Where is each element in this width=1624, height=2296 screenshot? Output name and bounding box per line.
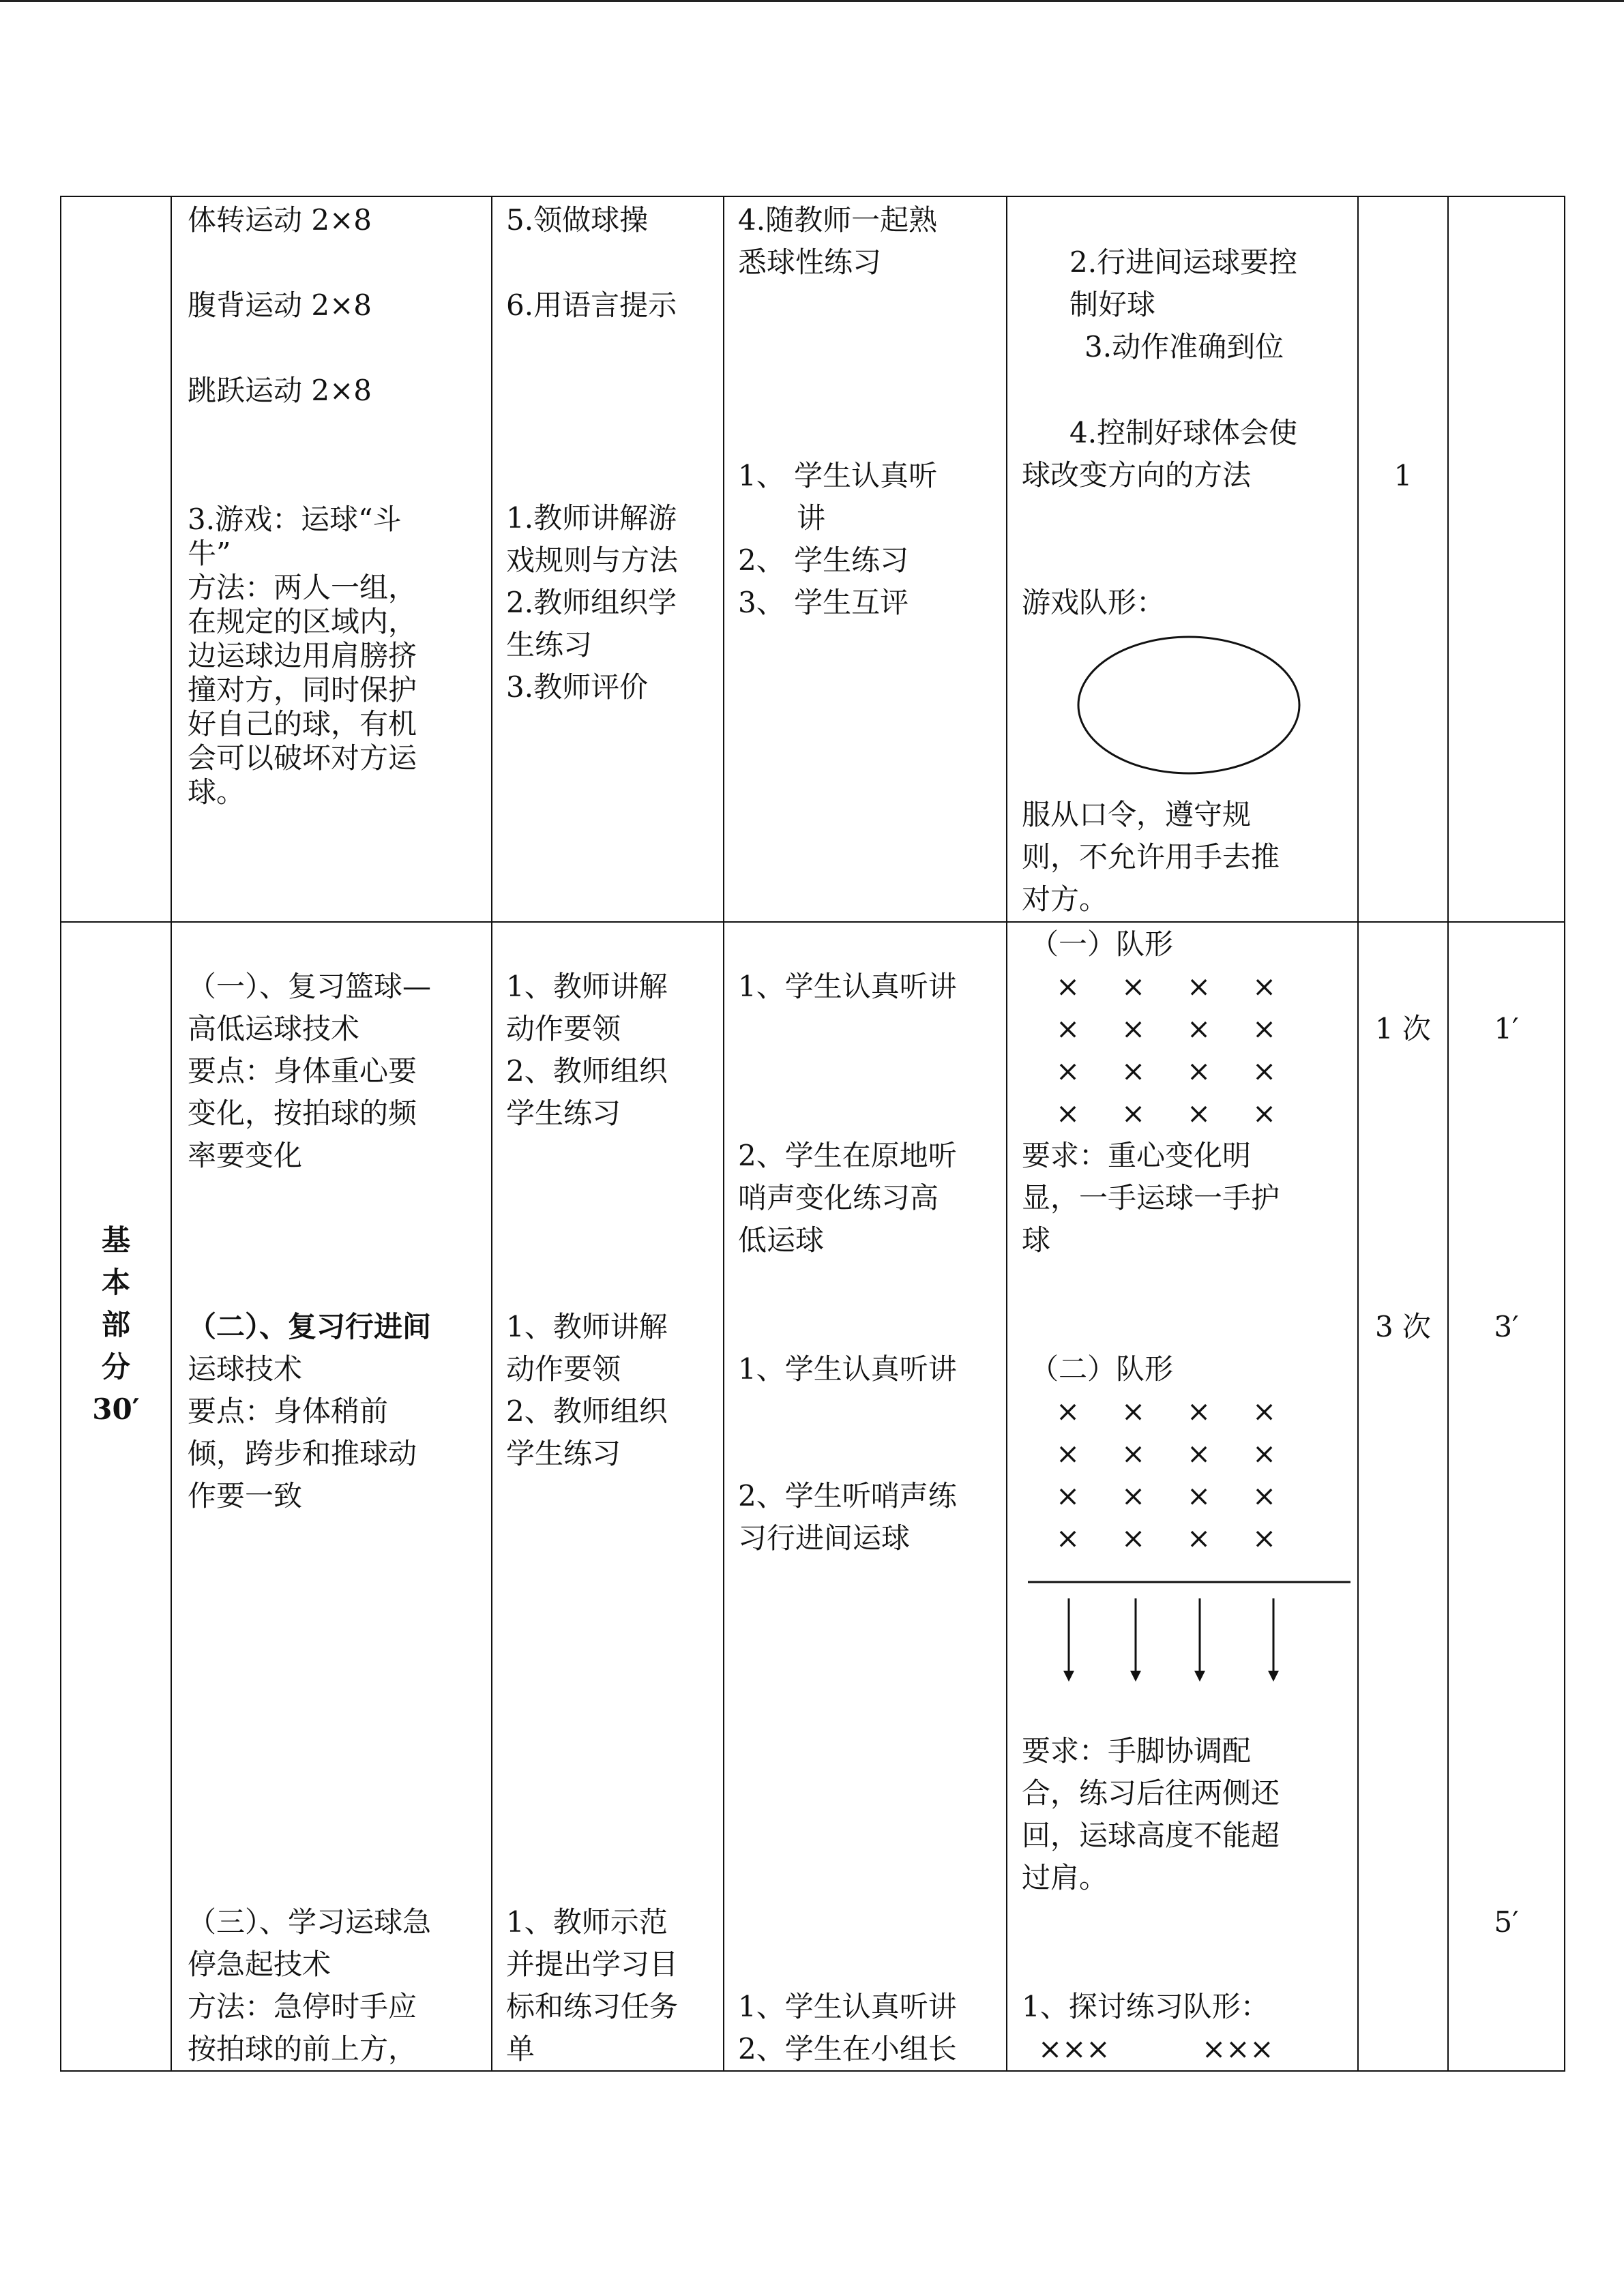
student-line: 3、 学生互评 (738, 586, 909, 619)
student-line: 1、学生认真听讲 (738, 970, 957, 1003)
player-mark: × (1121, 1479, 1146, 1512)
content-line: 跳跃运动 2×8 (188, 374, 372, 407)
teacher-line: 5.领做球操 (506, 203, 649, 237)
content-line: 方法：急停时手应 (188, 1990, 417, 2023)
content-line: 好自己的球，有机 (188, 707, 417, 741)
player-mark: × (1252, 1395, 1277, 1428)
student-line: 4.随教师一起熟 (738, 203, 938, 237)
content-line: 高低运球技术 (188, 1012, 360, 1045)
player-mark: × (1252, 1054, 1277, 1088)
formation-marks: ××× (1038, 2032, 1110, 2066)
section-label-char: 本 (101, 1266, 130, 1299)
organization-line: 要求：手脚协调配 (1022, 1734, 1252, 1768)
organization-line: 球 (1022, 1223, 1051, 1257)
student-line: 悉球性练习 (738, 245, 882, 279)
column-line (1006, 196, 1007, 2072)
player-mark: × (1056, 1437, 1080, 1470)
player-mark: × (1187, 1479, 1211, 1512)
student-line: 哨声变化练习高 (738, 1181, 939, 1214)
teacher-line: 学生练习 (506, 1437, 621, 1470)
teacher-line: 标和练习任务 (506, 1990, 679, 2023)
player-mark: × (1056, 1395, 1080, 1428)
player-mark: × (1187, 1012, 1211, 1045)
content-line: 球。 (188, 775, 246, 809)
time-value: 3′ (1494, 1310, 1519, 1343)
teacher-line: 2、教师组织 (506, 1395, 668, 1428)
player-mark: × (1056, 1097, 1080, 1130)
teacher-line: 动作要领 (506, 1352, 621, 1386)
section-label-char: 部 (101, 1308, 130, 1341)
formation-one-label: （一）队形 (1030, 927, 1174, 961)
player-mark: × (1187, 1395, 1211, 1428)
time-value: 5′ (1494, 1905, 1519, 1939)
column-line (1564, 196, 1565, 2072)
organization-line: 4.控制好球体会使 (1069, 416, 1298, 449)
repetition-count: 1 次 (1374, 1012, 1432, 1045)
game-formation-circle (1076, 636, 1301, 775)
game-formation-label: 游戏队形： (1022, 586, 1166, 619)
organization-line: 显，一手运球一手护 (1022, 1181, 1280, 1214)
down-arrow-icon (1268, 1598, 1279, 1682)
player-mark: × (1121, 1054, 1146, 1088)
student-line: 低运球 (738, 1223, 825, 1257)
organization-line: 球改变方向的方法 (1022, 458, 1252, 492)
content-line: 撞对方，同时保护 (188, 673, 417, 706)
player-mark: × (1121, 970, 1146, 1003)
row1-count: 1 (1393, 459, 1413, 492)
player-mark: × (1252, 970, 1277, 1003)
player-mark: × (1252, 1479, 1277, 1512)
content-line: （一）、复习篮球— (188, 970, 432, 1003)
content-line: 按拍球的前上方， (188, 2032, 417, 2066)
table-bottom-border (60, 2070, 1565, 2072)
down-arrow-icon (1063, 1598, 1074, 1682)
teacher-line: 1.教师讲解游 (506, 501, 677, 535)
player-mark: × (1056, 1479, 1080, 1512)
player-mark: × (1121, 1521, 1146, 1555)
organization-line: 回，运球高度不能超 (1022, 1819, 1280, 1852)
player-mark: × (1187, 1097, 1211, 1130)
student-line: 1、 学生认真听 (738, 459, 938, 492)
down-arrow-icon (1194, 1598, 1205, 1682)
teacher-line: 3.教师评价 (506, 670, 649, 704)
teacher-line: 6.用语言提示 (506, 288, 677, 322)
player-mark: × (1252, 1012, 1277, 1045)
student-line: 2、学生在原地听 (738, 1139, 957, 1172)
player-mark: × (1121, 1097, 1146, 1130)
teacher-line: 动作要领 (506, 1012, 621, 1045)
student-line: 习行进间运球 (738, 1521, 911, 1555)
content-line: 3.游戏：运球“斗 (188, 503, 402, 536)
table-top-border (60, 196, 1565, 197)
player-mark: × (1252, 1521, 1277, 1555)
content-line: 牛” (188, 537, 231, 570)
organization-line: 1、探讨练习队形： (1022, 1990, 1269, 2023)
organization-line: 服从口令，遵守规 (1022, 798, 1252, 831)
formation-marks: ××× (1202, 2032, 1274, 2066)
content-line: 率要变化 (188, 1139, 303, 1172)
player-mark: × (1252, 1437, 1277, 1470)
student-line: 2、 学生练习 (738, 543, 909, 577)
teacher-line: 并提出学习目 (506, 1948, 679, 1981)
content-line: 边运球边用肩膀挤 (188, 639, 417, 672)
column-line (491, 196, 492, 2072)
organization-line: 要求：重心变化明 (1022, 1139, 1252, 1172)
content-line: 倾，跨步和推球动 (188, 1437, 417, 1470)
content-line: 停急起技术 (188, 1948, 331, 1981)
teacher-line: 学生练习 (506, 1097, 621, 1130)
student-line: 讲 (797, 501, 826, 535)
player-mark: × (1252, 1097, 1277, 1130)
content-line: 要点：身体稍前 (188, 1395, 389, 1428)
player-mark: × (1121, 1012, 1146, 1045)
page-top-border (0, 0, 1624, 2)
organization-line: 则，不允许用手去推 (1022, 840, 1280, 874)
repetition-count: 3 次 (1374, 1310, 1432, 1343)
organization-line: 合，练习后往两侧还 (1022, 1776, 1280, 1810)
column-line (1447, 196, 1449, 2072)
column-line (723, 196, 724, 2072)
content-line: 在规定的区域内， (188, 605, 417, 638)
player-mark: × (1187, 1054, 1211, 1088)
player-mark: × (1187, 1521, 1211, 1555)
column-line (171, 196, 172, 2072)
section-label-char: 分 (101, 1350, 130, 1384)
section-duration: 30′ (92, 1392, 140, 1426)
player-mark: × (1187, 1437, 1211, 1470)
student-line: 2、学生在小组长 (738, 2032, 957, 2066)
teacher-line: 2.教师组织学 (506, 586, 677, 619)
player-mark: × (1056, 1054, 1080, 1088)
content-line: 运球技术 (188, 1352, 303, 1386)
player-mark: × (1121, 1395, 1146, 1428)
content-line: 要点：身体重心要 (188, 1054, 417, 1088)
down-arrow-icon (1130, 1598, 1141, 1682)
teacher-line: 1、教师讲解 (506, 1310, 668, 1343)
teacher-line: 1、教师讲解 (506, 970, 668, 1003)
organization-line: 2.行进间运球要控 (1069, 245, 1298, 279)
content-line: 作要一致 (188, 1479, 303, 1512)
content-line: 会可以破坏对方运 (188, 741, 417, 775)
content-line: 体转运动 2×8 (188, 203, 372, 237)
content-line: 腹背运动 2×8 (188, 288, 372, 322)
teacher-line: 生练习 (506, 628, 593, 661)
row-divider (60, 921, 1565, 923)
player-mark: × (1121, 1437, 1146, 1470)
student-line: 1、学生认真听讲 (738, 1990, 957, 2023)
content-line: 变化，按拍球的频 (188, 1097, 417, 1130)
teacher-line: 单 (506, 2032, 535, 2066)
student-line: 1、学生认真听讲 (738, 1352, 957, 1386)
player-mark: × (1056, 970, 1080, 1003)
player-mark: × (1056, 1012, 1080, 1045)
player-mark: × (1056, 1521, 1080, 1555)
content-line: （三）、学习运球急 (188, 1905, 432, 1939)
column-line (60, 196, 61, 2072)
organization-line: 3.动作准确到位 (1084, 330, 1284, 363)
time-value: 1′ (1494, 1012, 1519, 1045)
teacher-line: 2、教师组织 (506, 1054, 668, 1088)
teacher-line: 戏规则与方法 (506, 543, 679, 577)
organization-line: 过肩。 (1022, 1861, 1108, 1894)
organization-line: 制好球 (1069, 288, 1156, 321)
teacher-line: 1、教师示范 (506, 1905, 668, 1939)
formation-two-label: （二）队形 (1030, 1352, 1174, 1386)
organization-line: 对方。 (1022, 882, 1108, 916)
content-line: 方法：两人一组， (188, 571, 417, 604)
player-mark: × (1187, 970, 1211, 1003)
content-heading: （二）、复习行进间 (188, 1310, 432, 1343)
student-line: 2、学生听哨声练 (738, 1479, 957, 1512)
dribble-direction-diagram (1027, 1575, 1354, 1691)
section-label-char: 基 (101, 1223, 130, 1257)
